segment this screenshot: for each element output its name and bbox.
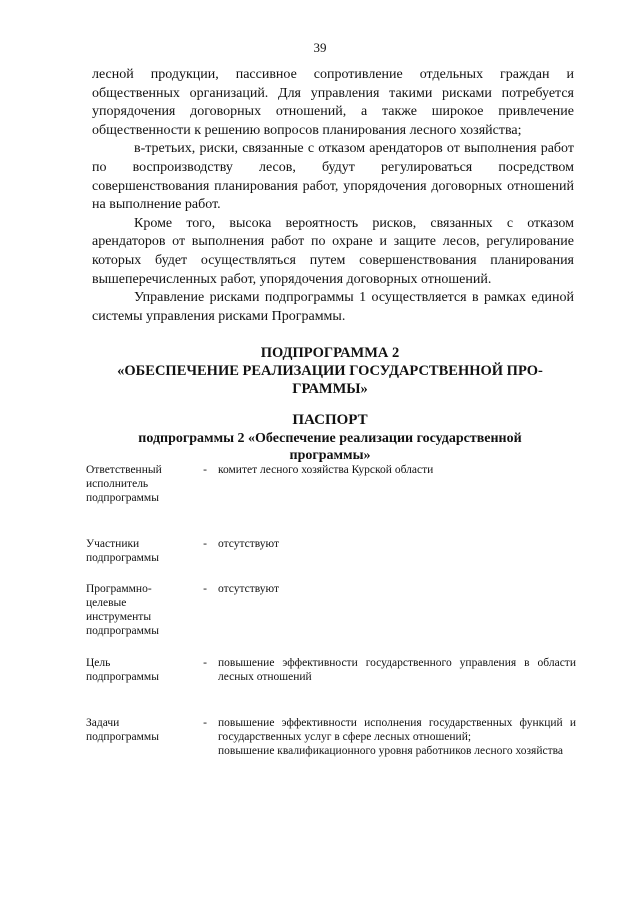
passport-row-label: Цель подпрограммы [86, 657, 159, 683]
paragraph: лесной продукции, пассивное сопротивление отдельных граждан и общественных организаций. Для управления такими рисками потребуется упорядочения договорных отношений, а также широкое привлечение общественности к решению вопросов планирования лесного хозяйства; [92, 67, 574, 138]
passport-subtitle-line: подпрограммы 2 «Обеспечение реализации государственной [138, 431, 522, 446]
passport-row-value [218, 463, 576, 477]
subprogram-heading-line: ГРАММЫ» [292, 381, 368, 397]
passport-row-label: Задачи подпрограммы [86, 717, 159, 743]
paragraph: Кроме того, высока вероятность рисков, связанных с отказом арендаторов от выполнения работ по охране и защите лесов, регулирование которых будет осуществляться путем совершенствования планирования вышеперечисленных работ, упорядочения договорных отношений. [92, 215, 574, 287]
passport-row-value-line: повышение эффективности исполнения государственных функций и государственных услуг в сфере лесных отношений; [218, 717, 576, 743]
passport-row-value-line: отсутствуют [218, 538, 280, 550]
passport-subtitle [80, 430, 580, 464]
passport-title: ПАСПОРТ [292, 412, 368, 428]
passport-row-label: Участники подпрограммы [86, 538, 159, 564]
passport-row-value [218, 582, 576, 596]
subprogram-heading [80, 344, 580, 398]
passport-row-label: Ответственный исполнитель подпрограммы [86, 464, 162, 504]
passport-subtitle-line: программы» [289, 448, 371, 463]
passport-row-value-line: повышение эффективности государственного управления в области лесных отношений [218, 657, 576, 683]
passport-row-dash: - [203, 538, 207, 550]
paragraph: в-третьих, риски, связанные с отказом арендаторов от выполнения работ по воспроизводству лесов, будут регулироваться посредством совершенствования планирования работ, упорядочения договорных отношений на выполнение работ. [92, 141, 574, 213]
passport-row-label: Программно-целевые инструменты подпрограммы [86, 583, 159, 637]
passport-row-dash: - [203, 657, 207, 669]
subprogram-heading-line: «ОБЕСПЕЧЕНИЕ РЕАЛИЗАЦИИ ГОСУДАРСТВЕННОЙ ПРО- [117, 363, 543, 379]
passport-row-value-line: комитет лесного хозяйства Курской области [218, 464, 434, 476]
subprogram-heading-line: ПОДПРОГРАММА 2 [260, 345, 400, 361]
passport-row-value [218, 716, 576, 758]
passport-row-value-line: отсутствуют [218, 583, 280, 595]
passport-row-dash: - [203, 717, 207, 729]
passport-row-value [218, 537, 576, 551]
paragraph: Управление рисками подпрограммы 1 осуществляется в рамках единой системы управления рисками Программы. [92, 290, 574, 324]
page-number: 39 [313, 40, 327, 55]
passport-row-value-line: повышение квалификационного уровня работников лесного хозяйства [218, 745, 564, 757]
passport-row-dash: - [203, 583, 207, 595]
passport-row-dash: - [203, 464, 207, 476]
passport-row-value [218, 656, 576, 684]
body-text [92, 66, 574, 326]
